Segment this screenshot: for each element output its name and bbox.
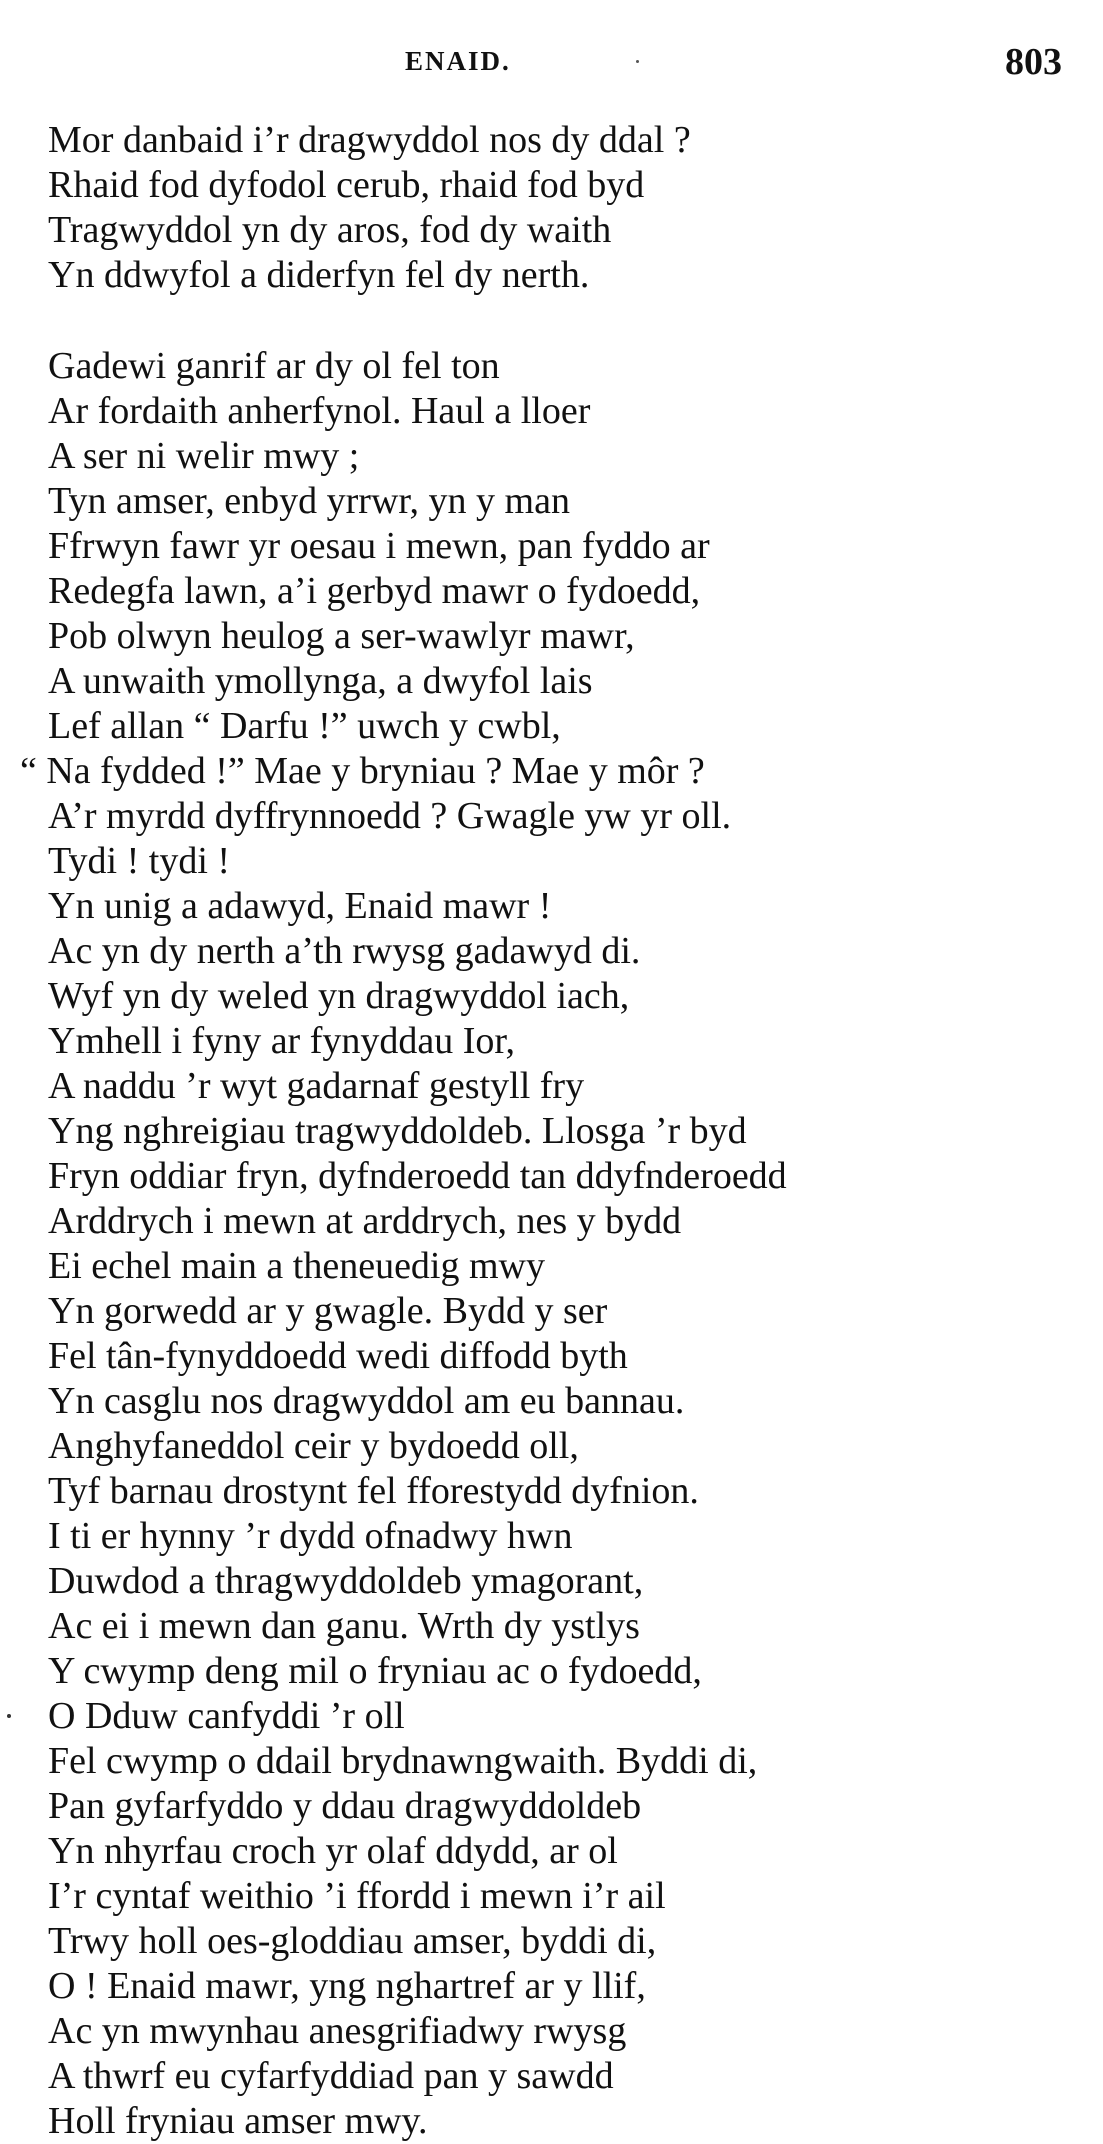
- poem-line: O ! Enaid mawr, yng nghartref ar y llif,: [48, 1965, 646, 2007]
- poem-line: Gadewi ganrif ar dy ol fel ton: [48, 345, 500, 387]
- poem-line: Fel tân-fynyddoedd wedi diffodd byth: [48, 1335, 628, 1377]
- poem-line: Trwy holl oes-gloddiau amser, byddi di,: [48, 1920, 657, 1962]
- poem-line: Yn nhyrfau croch yr olaf ddydd, ar ol: [48, 1830, 618, 1872]
- poem-line: O Dduw canfyddi ’r oll: [48, 1695, 405, 1737]
- printer-dot-mark: [636, 60, 639, 63]
- poem-line: Holl fryniau amser mwy.: [48, 2100, 428, 2142]
- poem-line: I’r cyntaf weithio ’i ffordd i mewn i’r ail: [48, 1875, 666, 1917]
- poem-line: A ser ni welir mwy ;: [48, 435, 360, 477]
- running-title: ENAID.: [405, 46, 511, 76]
- poem-line: Lef allan “ Darfu !” uwch y cwbl,: [48, 705, 561, 747]
- poem-line: Tragwyddol yn dy aros, fod dy waith: [48, 209, 612, 251]
- poem-line: Pan gyfarfyddo y ddau dragwyddoldeb: [48, 1785, 642, 1827]
- poem-line: Yng nghreigiau tragwyddoldeb. Llosga ’r byd: [48, 1110, 747, 1152]
- poem-line: A unwaith ymollynga, a dwyfol lais: [48, 660, 593, 702]
- poem-line: Mor danbaid i’r dragwyddol nos dy ddal ?: [48, 119, 691, 161]
- poem-line: Duwdod a thragwyddoldeb ymagorant,: [48, 1560, 644, 1602]
- poem-line: Tyn amser, enbyd yrrwr, yn y man: [48, 480, 570, 522]
- poem-line: Yn casglu nos dragwyddol am eu bannau.: [48, 1380, 685, 1422]
- poem-line: Tydi ! tydi !: [48, 840, 231, 882]
- poem-line: “ Na fydded !” Mae y bryniau ? Mae y môr ?: [20, 750, 705, 792]
- stanza-1: [48, 118, 1088, 298]
- poem-line: Ei echel main a theneuedig mwy: [48, 1245, 545, 1287]
- poem-line: Wyf yn dy weled yn dragwyddol iach,: [48, 975, 630, 1017]
- poem-line: A naddu ’r wyt gadarnaf gestyll fry: [48, 1065, 585, 1107]
- poem-line: Redegfa lawn, a’i gerbyd mawr o fydoedd,: [48, 570, 701, 612]
- poem-line: Fryn oddiar fryn, dyfnderoedd tan ddyfnderoedd: [48, 1155, 787, 1197]
- poem-line: Ac ei i mewn dan ganu. Wrth dy ystlys: [48, 1605, 640, 1647]
- page-number: 803: [1005, 41, 1062, 83]
- poem-line: I ti er hynny ’r dydd ofnadwy hwn: [48, 1515, 573, 1557]
- poem-line: Ffrwyn fawr yr oesau i mewn, pan fyddo ar: [48, 525, 710, 567]
- running-head: [0, 40, 1103, 83]
- poem-line: Tyf barnau drostynt fel fforestydd dyfnion.: [48, 1470, 699, 1512]
- poem-line: Yn unig a adawyd, Enaid mawr !: [48, 885, 552, 927]
- poem-line: Ymhell i fyny ar fynyddau Ior,: [48, 1020, 516, 1062]
- poem-line: Ar fordaith anherfynol. Haul a lloer: [48, 390, 591, 432]
- poem-line: Anghyfaneddol ceir y bydoedd oll,: [48, 1425, 579, 1467]
- poem-line: Rhaid fod dyfodol cerub, rhaid fod byd: [48, 164, 645, 206]
- poem-line: Ac yn dy nerth a’th rwysg gadawyd di.: [48, 930, 641, 972]
- poem-line: Arddrych i mewn at arddrych, nes y bydd: [48, 1200, 682, 1242]
- margin-dot-mark: [7, 1714, 11, 1718]
- poem-line: Fel cwymp o ddail brydnawngwaith. Byddi di,: [48, 1740, 758, 1782]
- poem-line: A’r myrdd dyffrynnoedd ? Gwagle yw yr oll.: [48, 795, 732, 837]
- poem-line: A thwrf eu cyfarfyddiad pan y sawdd: [48, 2055, 614, 2097]
- poem-line: Pob olwyn heulog a ser-wawlyr mawr,: [48, 615, 635, 657]
- stanza-2: [20, 344, 1088, 2144]
- poem-line: Ac yn mwynhau anesgrifiadwy rwysg: [48, 2010, 627, 2052]
- poem-line: Yn gorwedd ar y gwagle. Bydd y ser: [48, 1290, 608, 1332]
- poem-line: Y cwymp deng mil o fryniau ac o fydoedd,: [48, 1650, 702, 1692]
- poem-line: Yn ddwyfol a diderfyn fel dy nerth.: [48, 254, 590, 296]
